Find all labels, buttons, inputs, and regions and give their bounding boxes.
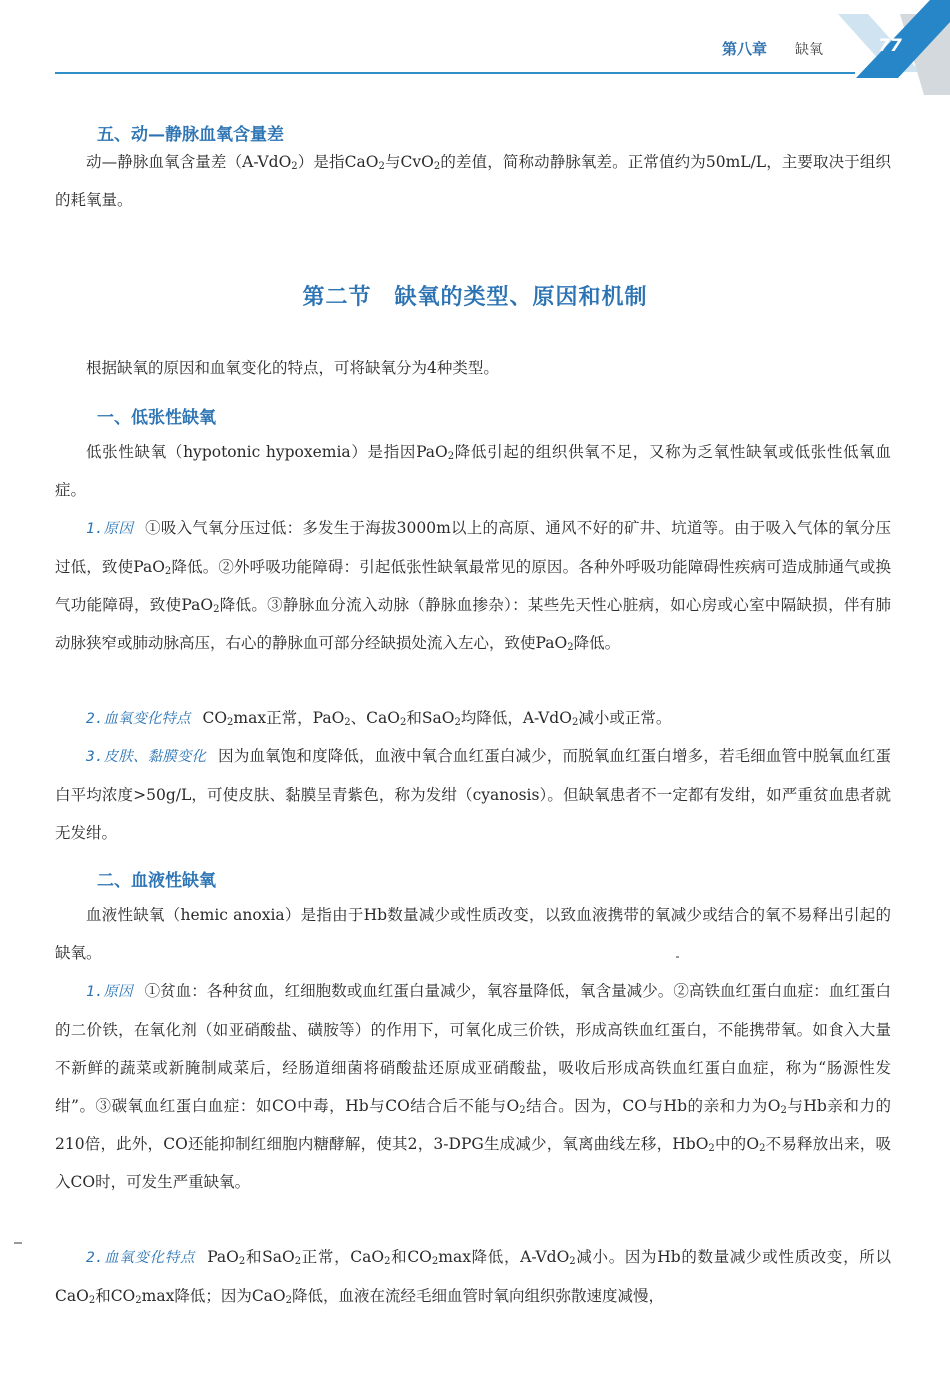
item-label-cause: 1.原因 xyxy=(86,984,133,1000)
subscript: 2 xyxy=(135,1295,142,1306)
subsection-heading-hypotonic: 一、低张性缺氧 xyxy=(97,408,216,428)
subscript: 2 xyxy=(238,1256,246,1267)
subscript: 2 xyxy=(447,451,455,462)
chapter-label: 第八章 xyxy=(722,40,768,58)
scan-speck xyxy=(14,1242,22,1244)
subscript: 2 xyxy=(344,717,351,728)
subscript: 2 xyxy=(708,1143,715,1154)
paragraph-hemic-blood-oxygen: 2.血氧变化特点 PaO$_2$和SaO$_2$正常，CaO$_2$和$CO_2\max$降低，A-VdO$_2$减小。因为Hb的数量减少或性质改变，所以CaO$_2$和$CO_2\max$降低；因为CaO$_2$降低，血液在流经毛细血管时氧向组织弥散速度减慢， xyxy=(55,1248,891,1306)
item-label-blood-oxygen: 2.血氧变化特点 xyxy=(86,1250,196,1266)
subscript: 2 xyxy=(454,717,461,728)
subscript: 2 xyxy=(567,642,574,653)
subscript: 2 xyxy=(227,717,234,728)
chapter-title: 缺氧 xyxy=(795,42,823,58)
paragraph-hemic-definition: 血液性缺氧（hemic anoxia）是指由于Hb数量减少或性质改变，以致血液携带的氧减少或结合的氧不易释出引起的缺氧。 xyxy=(55,906,891,962)
section-title: 第二节 缺氧的类型、原因和机制 xyxy=(302,284,648,310)
subscript: 2 xyxy=(164,566,172,577)
subscript: 2 xyxy=(759,1143,766,1154)
subscript: 2 xyxy=(571,717,579,728)
subscript: 2 xyxy=(519,1105,526,1116)
item-label-blood-oxygen: 2.血氧变化特点 xyxy=(86,711,191,727)
subscript: 2 xyxy=(384,1256,391,1267)
subscript: 2 xyxy=(213,604,220,615)
subscript: 2 xyxy=(569,1256,576,1267)
paragraph-hypotonic-skin: 3.皮肤、黏膜变化 因为血氧饱和度降低，血液中氧合血红蛋白减少，而脱氧血红蛋白增多，若毛细血管中脱氧血红蛋白平均浓度>50g/L，可使皮肤、黏膜呈青紫色，称为发绀（cyanosis）。但缺氧患者不一定都有发绀，如严重贫血患者就无发绀。 xyxy=(55,747,891,842)
paragraph-hemic-causes: 1.原因 ①贫血：各种贫血，红细胞数或血红蛋白量减少，氧容量降低，氧含量减少。②高铁血红蛋白血症：血红蛋白的二价铁，在氧化剂（如亚硝酸盐、磺胺等）的作用下，可氧化成三价铁，形成高铁血红蛋白，不能携带氧。如食入大量不新鲜的蔬菜或新腌制咸菜后，经肠道细菌将硝酸盐还原成亚硝酸盐，吸收后形成高铁血红蛋白血症，称为“肠源性发绀”。③碳氧血红蛋白血症：如CO中毒，Hb与CO结合后不能与$O_2$结合。因为，CO与Hb的亲和力为$O_2$与Hb亲和力的210倍，此外，CO还能抑制红细胞内糖酵解，使其2，3-DPG生成减少，氧离曲线左移，HbO$_2$中的$O_2$不易释放出来，吸入CO时，可发生严重缺氧。 xyxy=(55,982,891,1191)
subsection-heading-av-difference: 五、动—静脉血氧含量差 xyxy=(97,125,284,145)
subscript: 2 xyxy=(433,161,441,172)
paragraph-intro: 根据缺氧的原因和血氧变化的特点，可将缺氧分为4种类型。 xyxy=(86,359,499,377)
page-number: 77 xyxy=(878,36,902,56)
subsection-heading-hemic: 二、血液性缺氧 xyxy=(97,871,216,891)
item-label-skin: 3.皮肤、黏膜变化 xyxy=(86,749,207,765)
paragraph-hypotonic-blood-oxygen: 2.血氧变化特点 $CO_2\max$正常，PaO$_2$、CaO$_2$和SaO$_2$均降低，A-VdO$_2$减小或正常。 xyxy=(86,709,672,728)
subscript: 2 xyxy=(294,1256,302,1267)
subscript: 2 xyxy=(285,1295,293,1306)
subscript: 2 xyxy=(378,161,385,172)
paragraph-av-difference: 动—静脉血氧含量差（A-VdO$_2$）是指CaO$_2$与CvO$_2$的差值，简称动静脉氧差。正常值约为50mL/L，主要取决于组织的耗氧量。 xyxy=(55,153,892,209)
scan-speck xyxy=(676,956,679,958)
paragraph-hypotonic-causes: 1.原因 ①吸入气氧分压过低：多发生于海拔3000m以上的高原、通风不好的矿井、坑道等。由于吸入气体的氧分压过低，致使PaO$_2$降低。②外呼吸功能障碍：引起低张性缺氧最常见的原因。各种外呼吸功能障碍性疾病可造成肺通气或换气功能障碍，致使PaO$_2$降低。③静脉血分流入动脉（静脉血掺杂）：某些先天性心脏病，如心房或心室中隔缺损，伴有肺动脉狭窄或肺动脉高压，右心的静脉血可部分经缺损处流入左心，致使PaO$_2$降低。 xyxy=(55,519,891,653)
subscript: 2 xyxy=(88,1295,96,1306)
subscript: 2 xyxy=(399,717,407,728)
subscript: 2 xyxy=(431,1256,439,1267)
header-rule xyxy=(55,72,855,74)
subscript: 2 xyxy=(291,161,298,172)
subscript: 2 xyxy=(780,1105,787,1116)
paragraph-hypotonic-definition: 低张性缺氧（hypotonic hypoxemia）是指因PaO$_2$降低引起的组织供氧不足，又称为乏氧性缺氧或低张性低氧血症。 xyxy=(55,443,891,499)
item-label-cause: 1.原因 xyxy=(86,521,134,537)
